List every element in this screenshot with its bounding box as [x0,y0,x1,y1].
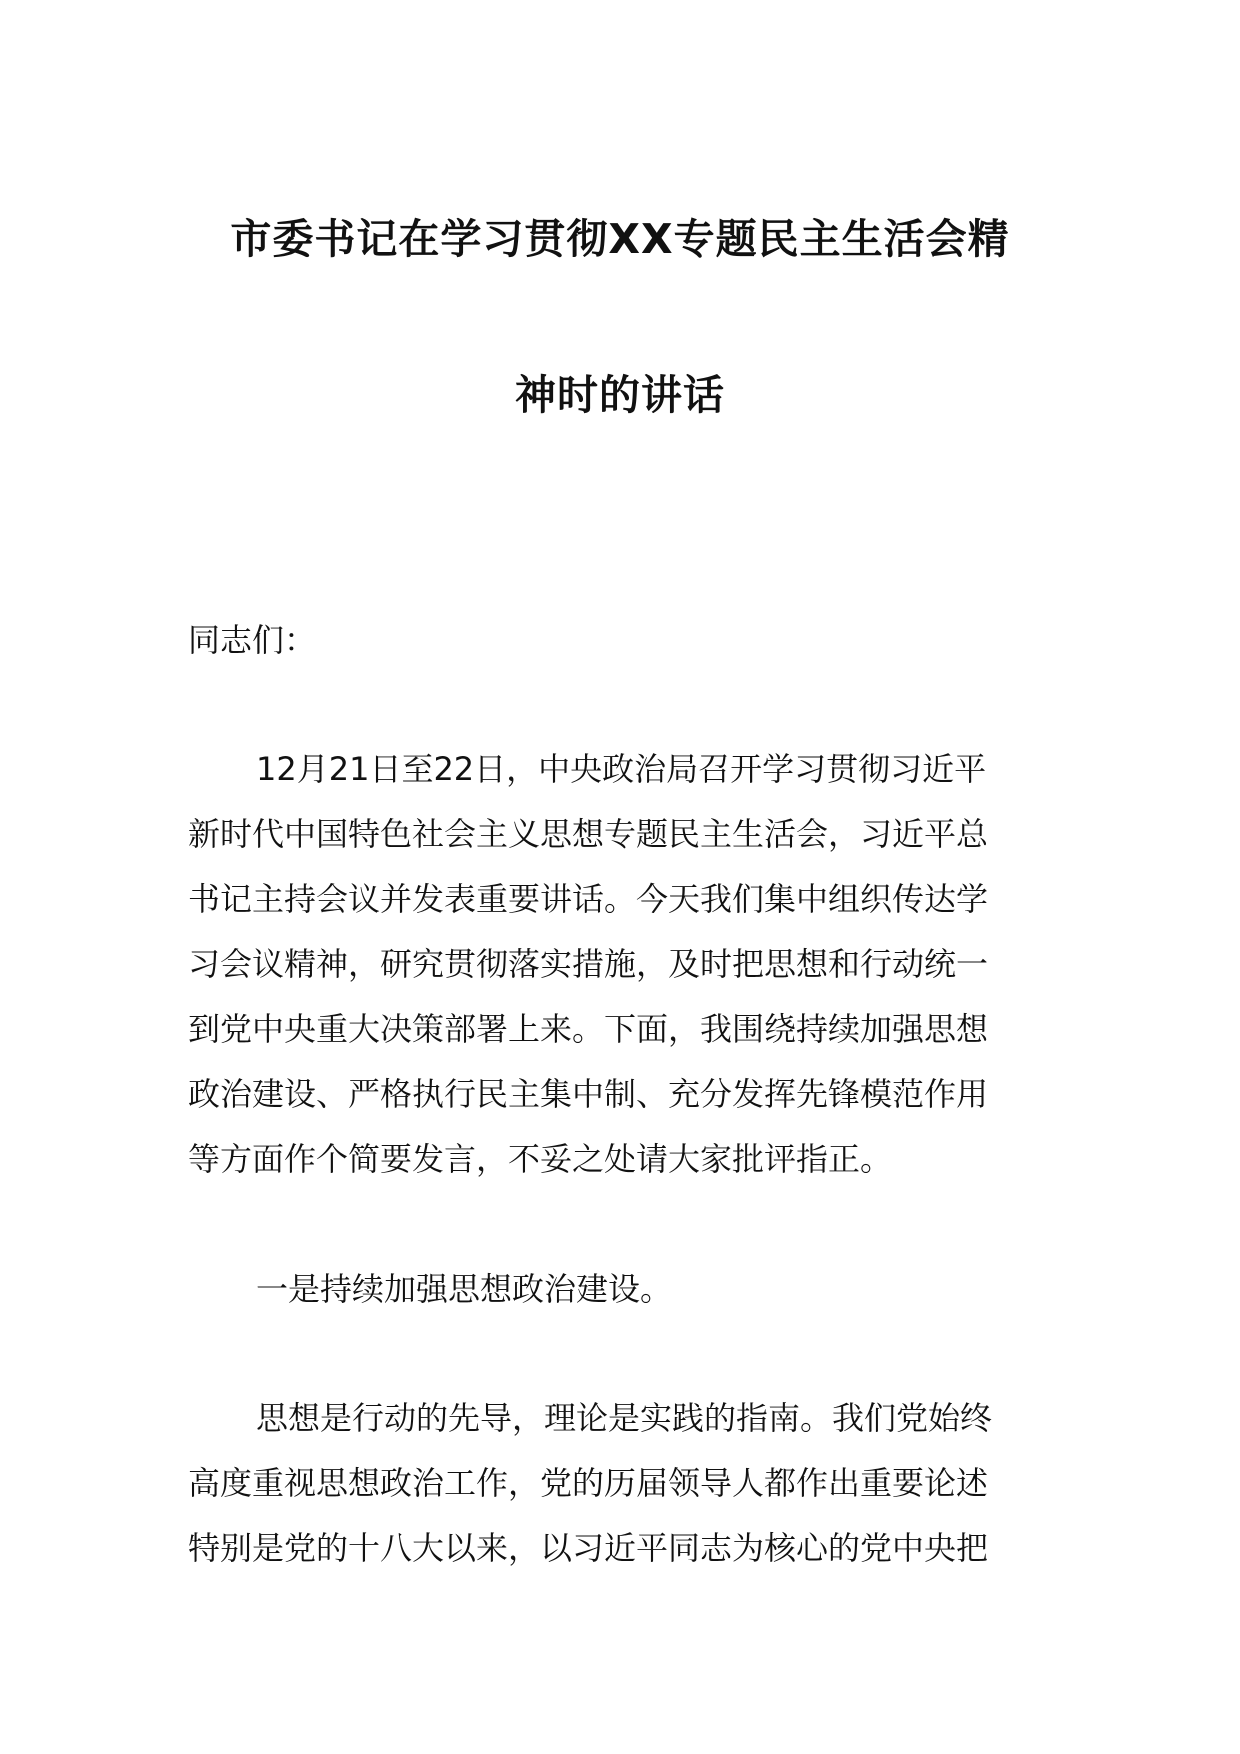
paragraph-line: 书记主持会议并发表重要讲话。今天我们集中组织传达学 [188,880,989,918]
section-heading-1 [188,1257,1060,1322]
paragraph-2 [188,1386,1060,1581]
paragraph-line: 政治建设、严格执行民主集中制、充分发挥先锋模范作用 [188,1075,989,1113]
paragraph-line: 习会议精神，研究贯彻落实措施，及时把思想和行动统一 [188,945,989,983]
paragraph-1 [188,737,1060,1192]
paragraph-line: 新时代中国特色社会主义思想专题民主生活会，习近平总 [188,815,989,853]
salutation [188,608,1060,673]
paragraph-line: 等方面作个简要发言，不妥之处请大家批评指正。 [188,1140,893,1178]
paragraph-line: 到党中央重大决策部署上来。下面，我围绕持续加强思想 [188,1010,989,1048]
document-title-line-2: 神时的讲话 [515,371,725,419]
document-title-line-1: 市委书记在学习贯彻XX专题民主生活会精 [230,215,1010,263]
paragraph-line: 思想是行动的先导，理论是实践的指南。我们党始终 [256,1399,993,1437]
paragraph-line: 12月21日至22日，中央政治局召开学习贯彻习近平 [256,750,987,788]
section-heading-text: 一是持续加强思想政治建设。 [256,1270,673,1308]
salutation-text: 同志们： [188,621,317,659]
paragraph-line: 特别是党的十八大以来，以习近平同志为核心的党中央把 [188,1529,989,1567]
paragraph-line: 高度重视思想政治工作，党的历届领导人都作出重要论述 [188,1464,989,1502]
